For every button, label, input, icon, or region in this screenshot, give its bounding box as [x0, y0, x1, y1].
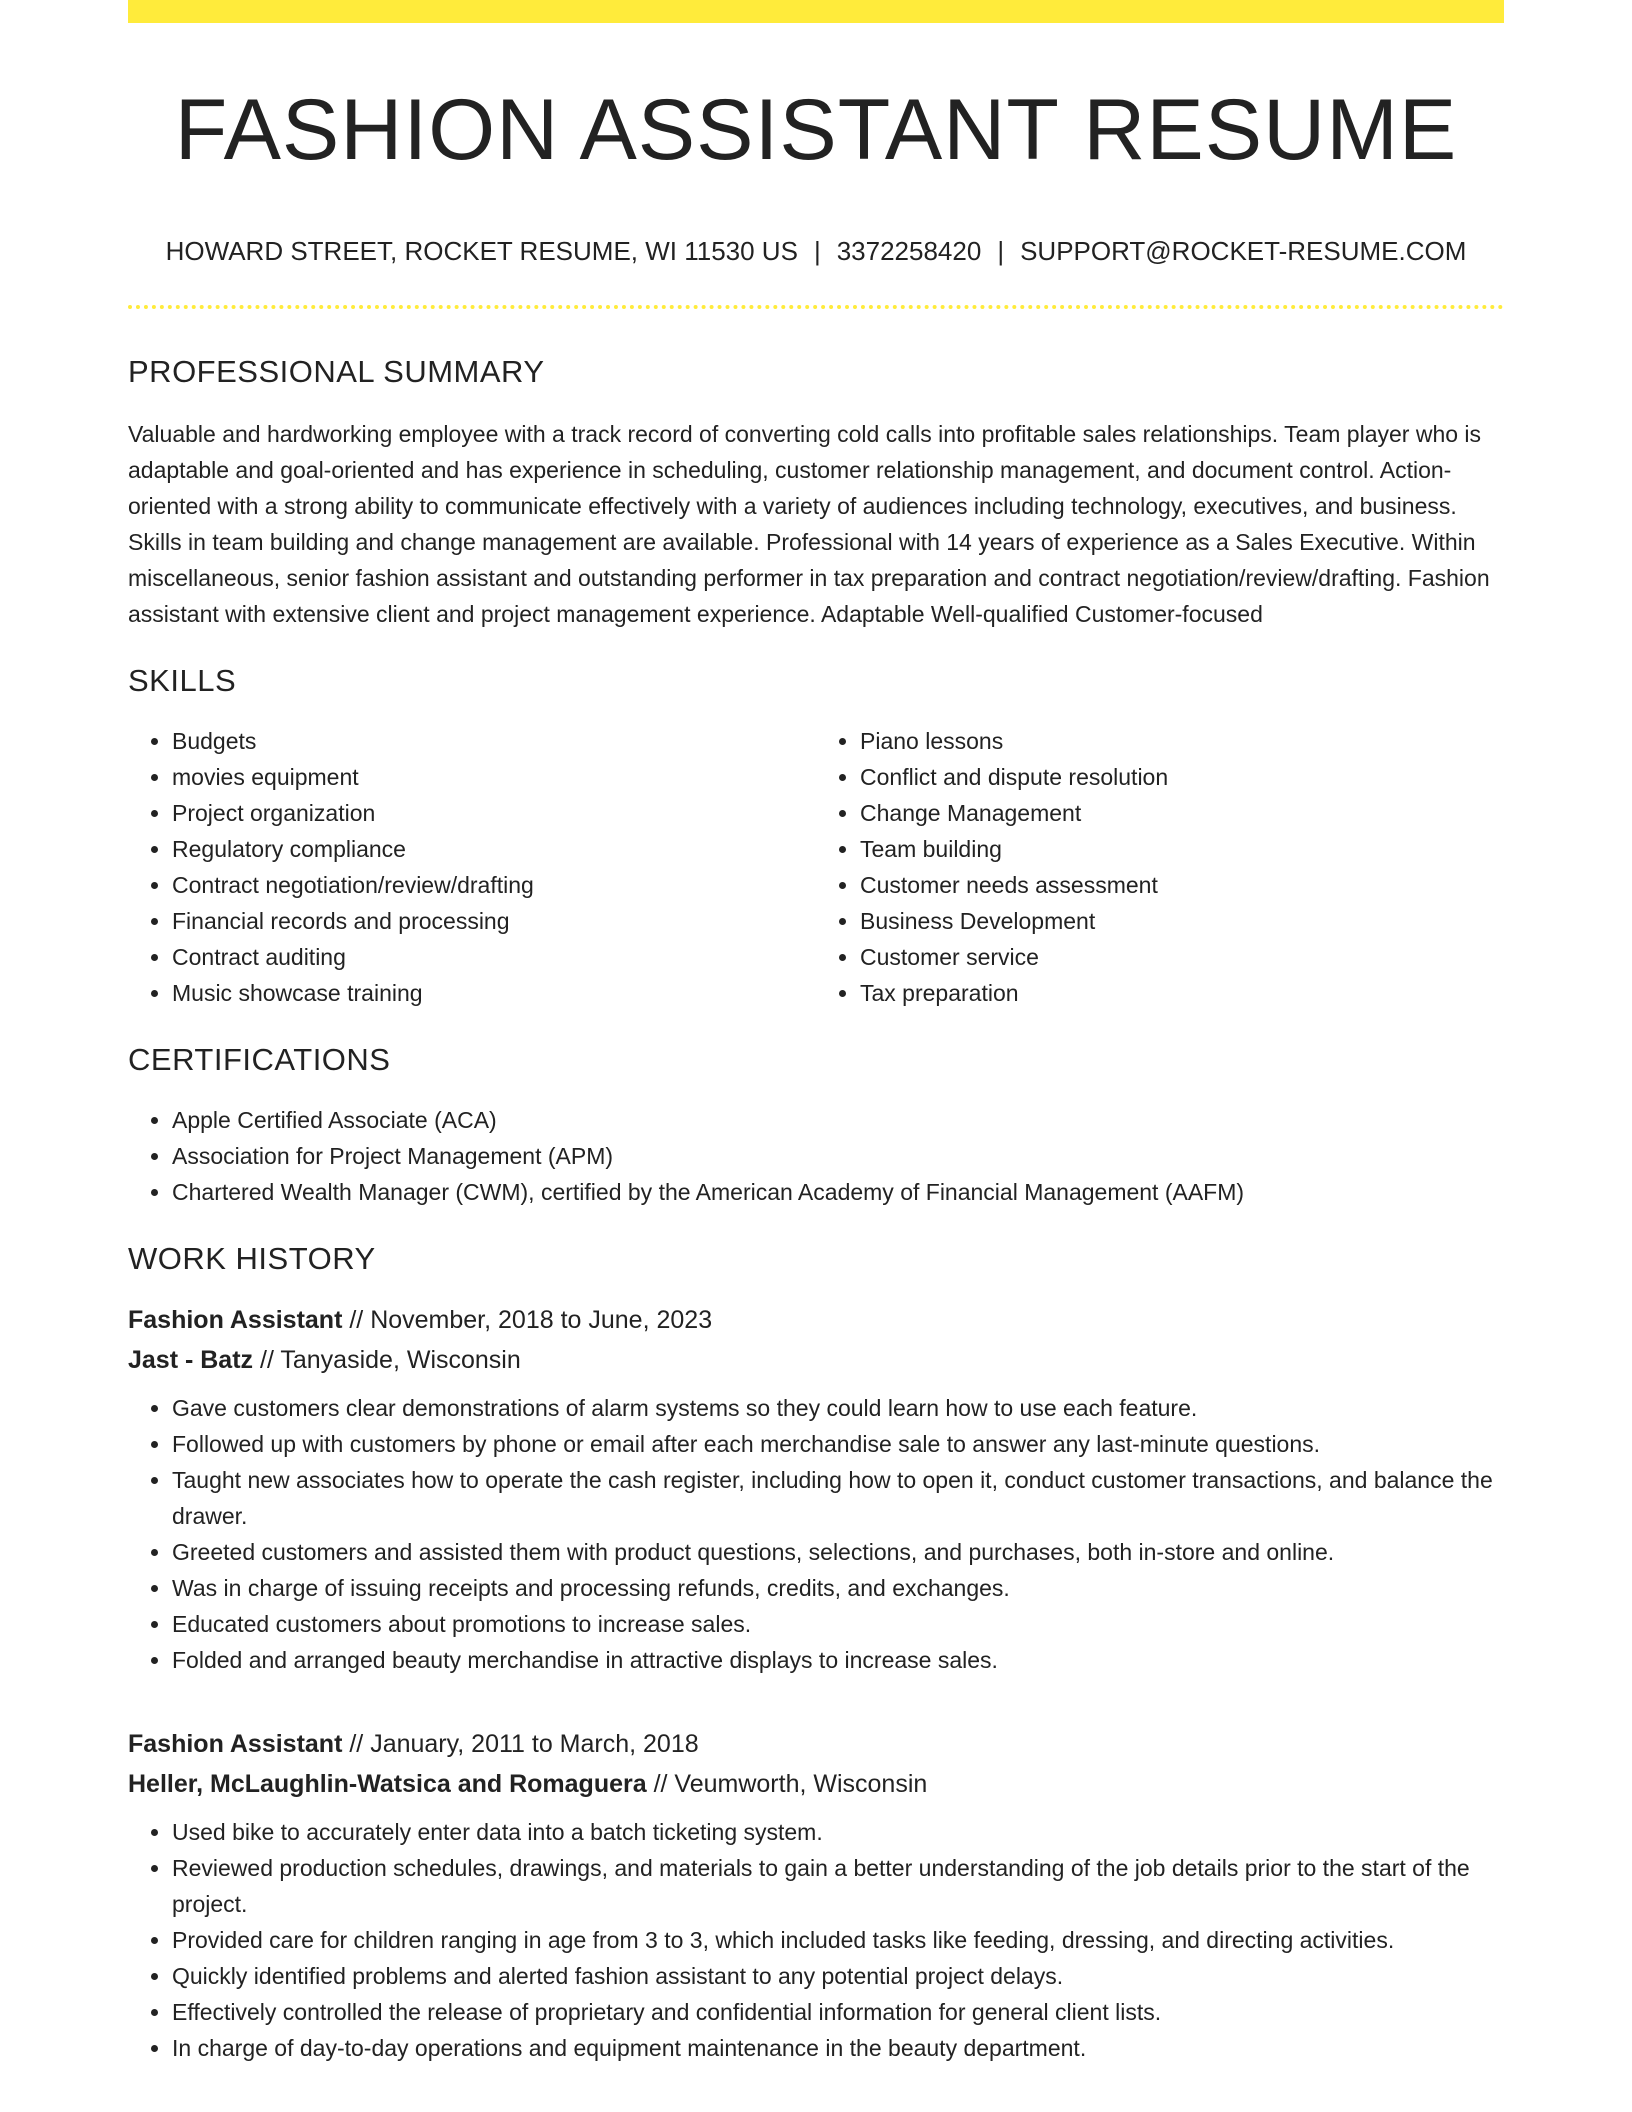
skill-item: • Team building — [860, 831, 1504, 867]
skill-item: • movies equipment — [172, 759, 816, 795]
phone: 3372258420 — [836, 235, 982, 266]
email: SUPPORT@ROCKET-RESUME.COM — [1020, 235, 1467, 266]
accent-bar — [128, 0, 1504, 23]
contact-separator: | — [813, 235, 821, 266]
job-location: // Tanyaside, Wisconsin — [253, 1345, 521, 1374]
duty-item: • Followed up with customers by phone or email after each merchandise sale to answer any last-minute questions. — [172, 1426, 1504, 1462]
skill-item: • Financial records and processing — [172, 903, 816, 939]
duty-item: • Effectively controlled the release of proprietary and confidential information for general client lists. — [172, 1994, 1504, 2030]
job-title-line — [128, 1724, 1504, 1764]
job-location: // Veumworth, Wisconsin — [646, 1769, 928, 1798]
skill-item: • Customer service — [860, 939, 1504, 975]
skills-list — [128, 723, 1504, 1011]
certification-item: • Apple Certified Associate (ACA) — [172, 1102, 1504, 1138]
company-name: Jast - Batz — [128, 1345, 254, 1374]
certifications-heading: CERTIFICATIONS — [128, 1042, 391, 1078]
dotted-divider — [128, 305, 1504, 309]
resume-title: FASHION ASSISTANT RESUME — [174, 82, 1458, 178]
job-duties — [128, 1814, 1504, 2066]
job-title: Fashion Assistant — [128, 1729, 343, 1758]
duty-item: • Was in charge of issuing receipts and processing refunds, credits, and exchanges. — [172, 1570, 1504, 1606]
job-entry — [128, 1724, 1504, 2066]
address: HOWARD STREET, ROCKET RESUME, WI 11530 US — [165, 235, 798, 266]
certification-item: • Association for Project Management (APM) — [172, 1138, 1504, 1174]
skill-item: • Contract auditing — [172, 939, 816, 975]
resume-page — [128, 0, 1504, 2066]
duty-item: • Taught new associates how to operate the cash register, including how to open it, conduct customer transactions, and balance the drawer. — [172, 1462, 1504, 1534]
skill-item: • Contract negotiation/review/drafting — [172, 867, 816, 903]
skill-item: • Budgets — [172, 723, 816, 759]
job-dates: // November, 2018 to June, 2023 — [342, 1305, 713, 1334]
skill-item: • Business Development — [860, 903, 1504, 939]
skill-item: • Customer needs assessment — [860, 867, 1504, 903]
summary-heading: PROFESSIONAL SUMMARY — [128, 353, 545, 389]
skills-column-right — [816, 723, 1504, 1011]
job-duties — [128, 1390, 1504, 1678]
duty-item: • In charge of day-to-day operations and equipment maintenance in the beauty department. — [172, 2030, 1504, 2066]
skill-item: • Project organization — [172, 795, 816, 831]
skill-item: • Tax preparation — [860, 975, 1504, 1011]
duty-item: • Gave customers clear demonstrations of alarm systems so they could learn how to use each feature. — [172, 1390, 1504, 1426]
certifications-list — [128, 1102, 1504, 1210]
skill-item: • Music showcase training — [172, 975, 816, 1011]
skills-column-left — [128, 723, 816, 1011]
duty-item: • Greeted customers and assisted them with product questions, selections, and purchases, both in-store and online. — [172, 1534, 1504, 1570]
duty-item: • Folded and arranged beauty merchandise in attractive displays to increase sales. — [172, 1642, 1504, 1678]
job-company-line — [128, 1340, 1504, 1380]
summary-text: Valuable and hardworking employee with a track record of converting cold calls into profitable sales relationships. Team player who is adaptable and goal-oriented and has experience in scheduling, customer relationship management, and document control. Action-oriented with a strong ability to communicate effectively with a variety of audiences including technology, executives, and business. Skills in team building and change management are available. Professional with 14 years of experience as a Sales Executive. Within miscellaneous, senior fashion assistant and outstanding performer in tax preparation and contract negotiation/review/drafting. Fashion assistant with extensive client and project management experience. Adaptable Well-qualified Customer-focused — [128, 420, 1490, 627]
job-title-line — [128, 1300, 1504, 1340]
skill-item: • Conflict and dispute resolution — [860, 759, 1504, 795]
job-dates: // January, 2011 to March, 2018 — [342, 1729, 699, 1758]
duty-item: • Quickly identified problems and alerted fashion assistant to any potential project delays. — [172, 1958, 1504, 1994]
skill-item: • Change Management — [860, 795, 1504, 831]
certification-item: • Chartered Wealth Manager (CWM), certified by the American Academy of Financial Management (AAFM) — [172, 1174, 1504, 1210]
skill-item: • Piano lessons — [860, 723, 1504, 759]
company-name: Heller, McLaughlin-Watsica and Romaguera — [128, 1769, 647, 1798]
duty-item: • Provided care for children ranging in age from 3 to 3, which included tasks like feeding, dressing, and directing activities. — [172, 1922, 1504, 1958]
job-entry — [128, 1300, 1504, 1678]
skills-heading: SKILLS — [128, 662, 237, 698]
skill-item: • Regulatory compliance — [172, 831, 816, 867]
contact-line — [128, 236, 1504, 267]
job-title: Fashion Assistant — [128, 1305, 343, 1334]
contact-separator: | — [997, 235, 1005, 266]
duty-item: • Educated customers about promotions to increase sales. — [172, 1606, 1504, 1642]
duty-item: • Reviewed production schedules, drawings, and materials to gain a better understanding of the job details prior to the start of the project. — [172, 1850, 1504, 1922]
job-company-line — [128, 1764, 1504, 1804]
work-history-heading: WORK HISTORY — [128, 1241, 376, 1277]
duty-item: • Used bike to accurately enter data into a batch ticketing system. — [172, 1814, 1504, 1850]
